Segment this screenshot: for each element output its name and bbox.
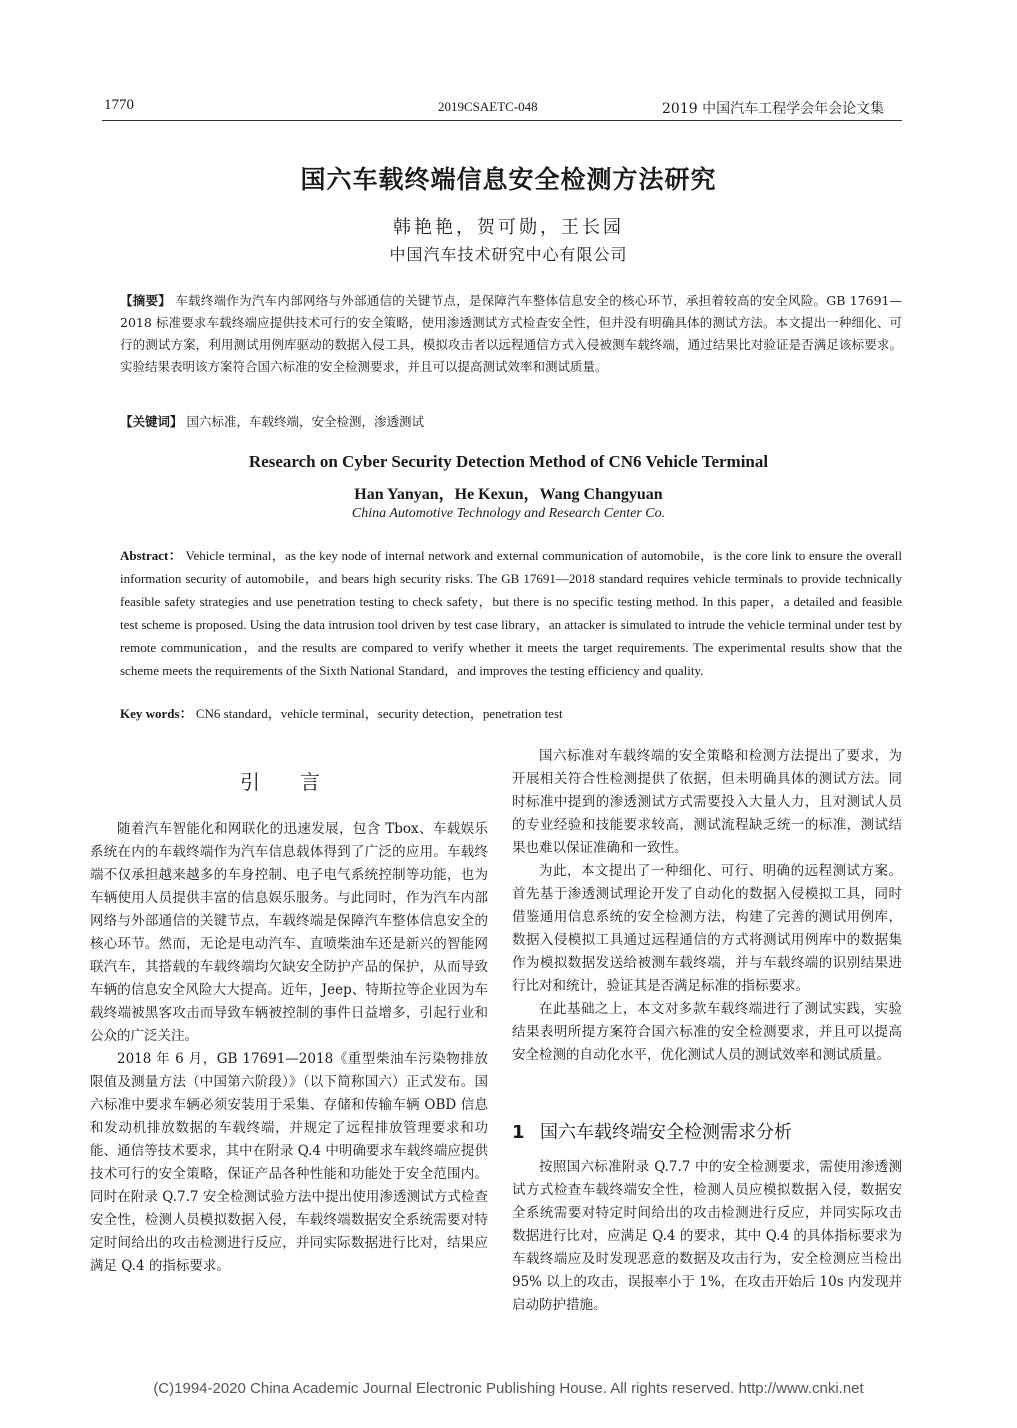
affiliation-en: China Automotive Technology and Research Center Co.	[351, 506, 666, 521]
section1-paragraph: 按照国六标准附录 Q.7.7 中的安全检测要求，需使用渗透测试方式检查车载终端安全性，检测人员应模拟数据入侵，数据安全系统需要对特定时间给出的攻击检测进行反应，并同实际攻击数据进行比对，应满足 Q.4 的要求，其中 Q.4 的具体指标要求为车载终端应及时发现恶意的数据及攻击行为，安全检测应当检出 95% 以上的攻击，误报率小于 1%，在攻击开始后 10s 内发现并启动防护措施。	[512, 1159, 902, 1313]
paper-title-cn: 国六车载终端信息安全检测方法研究	[300, 165, 717, 194]
abstract-cn-text: 车载终端作为汽车内部网络与外部通信的关键节点，是保障汽车整体信息安全的核心环节，承担着较高的安全风险。GB 17691—2018 标准要求车载终端应提供技术可行的安全策略，使用渗透测试方式检查安全性，但并没有明确具体的测试方法。本文提出一种细化、可行的测试方案，利用测试用例库驱动的数据入侵工具，模拟攻击者以远程通信方式入侵被测车载终端，通过结果比对验证是否满足该标要求。实验结果表明该方案符合国六标准的安全检测要求，并且可以提高测试效率和测试质量。	[120, 293, 902, 374]
section1-body	[512, 1156, 902, 1317]
keywords-cn	[120, 411, 902, 433]
document-code: 2019CSAETC-048	[438, 99, 538, 114]
intro-paragraph: 在此基础之上，本文对多款车载终端进行了测试实践，实验结果表明所提方案符合国六标准的安全检测要求，并且可以提高安全检测的自动化水平，优化测试人员的测试效率和测试质量。	[512, 1001, 902, 1063]
abstract-cn-label: 【摘要】	[120, 293, 172, 308]
authors-cn: 韩艳艳，贺可勋，王长园	[393, 217, 624, 238]
running-title: 2019 中国汽车工程学会年会论文集	[662, 101, 885, 117]
right-column	[512, 745, 902, 1067]
abstract-en-text: Vehicle terminal，as the key node of internal network and external communication of automobile，is the core link to ensure the overall information security of automobile，and bears high security risks. The GB 17691—2018 standard requires vehicle terminals to provide technically feasible safety strategies and use penetration testing to check safety，but there is no specific testing method. In this paper，a detailed and feasible test scheme is proposed. Using the data intrusion tool driven by test case library，an attacker is simulated to intrude the vehicle terminal under test by remote communication，and the results are compared to verify whether it meets the target requirements. The experimental results show that the scheme meets the requirements of the Sixth National Standard，and improves the testing efficiency and quality.	[120, 548, 902, 678]
keywords-en-text: CN6 standard，vehicle terminal，security detection，penetration test	[195, 706, 563, 721]
abstract-cn	[120, 290, 902, 378]
keywords-en-label: Key words：	[120, 706, 193, 721]
intro-paragraph: 2018 年 6 月，GB 17691—2018《重型柴油车污染物排放限值及测量方法（中国第六阶段）》（以下简称国六）正式发布。国六标准中要求车辆必须安装用于采集、存储和传输车辆 OBD 信息和发动机排放数据的车载终端，并规定了远程排放管理要求和功能、通信等技术要求，其中在附录 Q.4 中明确要求车载终端应提供技术可行的安全策略，保证产品各种性能和功能处于安全范围内。同时在附录 Q.7.7 安全检测试验方法中提出使用渗透测试方式检查安全性，检测人员模拟数据入侵，车载终端数据安全系统需要对特定时间给出的攻击检测进行反应，并同实际数据进行比对，结果应满足 Q.4 的指标要求。	[90, 1051, 488, 1274]
copyright-footer: (C)1994-2020 China Academic Journal Electronic Publishing House. All rights reserved. http://www.cnki.net	[153, 1380, 864, 1397]
section-title: 国六车载终端安全检测需求分析	[540, 1122, 792, 1143]
intro-paragraph: 为此，本文提出了一种细化、可行、明确的远程测试方案。首先基于渗透测试理论开发了自动化的数据入侵模拟工具，同时借鉴通用信息系统的安全检测方法，构建了完善的测试用例库，数据入侵模拟工具通过远程通信的方式将测试用例库中的数据集作为模拟数据发送给被测车载终端，并与车载终端的识别结果进行比对和统计，验证其是否满足标准的指标要求。	[512, 863, 902, 994]
affiliation-cn: 中国汽车技术研究中心有限公司	[389, 245, 628, 264]
paper-title-en: Research on Cyber Security Detection Method of CN6 Vehicle Terminal	[248, 452, 769, 471]
section-heading-intro: 引言	[240, 770, 360, 794]
section-number: 1	[512, 1122, 525, 1143]
keywords-cn-label: 【关键词】	[120, 414, 183, 429]
abstract-en	[120, 544, 902, 682]
keywords-en	[120, 704, 902, 724]
page-number: 1770	[104, 97, 134, 113]
authors-en: Han Yanyan，He Kexun，Wang Changyuan	[354, 486, 663, 503]
abstract-en-label: Abstract：	[120, 548, 183, 563]
intro-paragraph: 国六标准对车载终端的安全策略和检测方法提出了要求，为开展相关符合性检测提供了依据，但未明确具体的测试方法。同时标准中提到的渗透测试方式需要投入大量人力，且对测试人员的专业经验和技能要求较高，测试流程缺乏统一的标准，测试结果也难以保证准确和一致性。	[512, 748, 902, 856]
left-column	[90, 818, 488, 1278]
keywords-cn-text: 国六标准，车载终端，安全检测，渗透测试	[186, 414, 425, 429]
section-heading-1	[512, 1118, 792, 1144]
intro-paragraph: 随着汽车智能化和网联化的迅速发展，包含 Tbox、车载娱乐系统在内的车载终端作为汽车信息载体得到了广泛的应用。车载终端不仅承担越来越多的车身控制、电子电气系统控制等功能，也为车辆使用人员提供丰富的信息娱乐服务。与此同时，作为汽车内部网络与外部通信的关键节点，车载终端是保障汽车整体信息安全的核心环节。然而，无论是电动汽车、直喷柴油车还是新兴的智能网联汽车，其搭载的车载终端均欠缺安全防护产品的保护，从而导致车辆的信息安全风险大大提高。近年，Jeep、特斯拉等企业因为车载终端被黑客攻击而导致车辆被控制的事件日益增多，引起行业和公众的广泛关注。	[90, 821, 488, 1044]
